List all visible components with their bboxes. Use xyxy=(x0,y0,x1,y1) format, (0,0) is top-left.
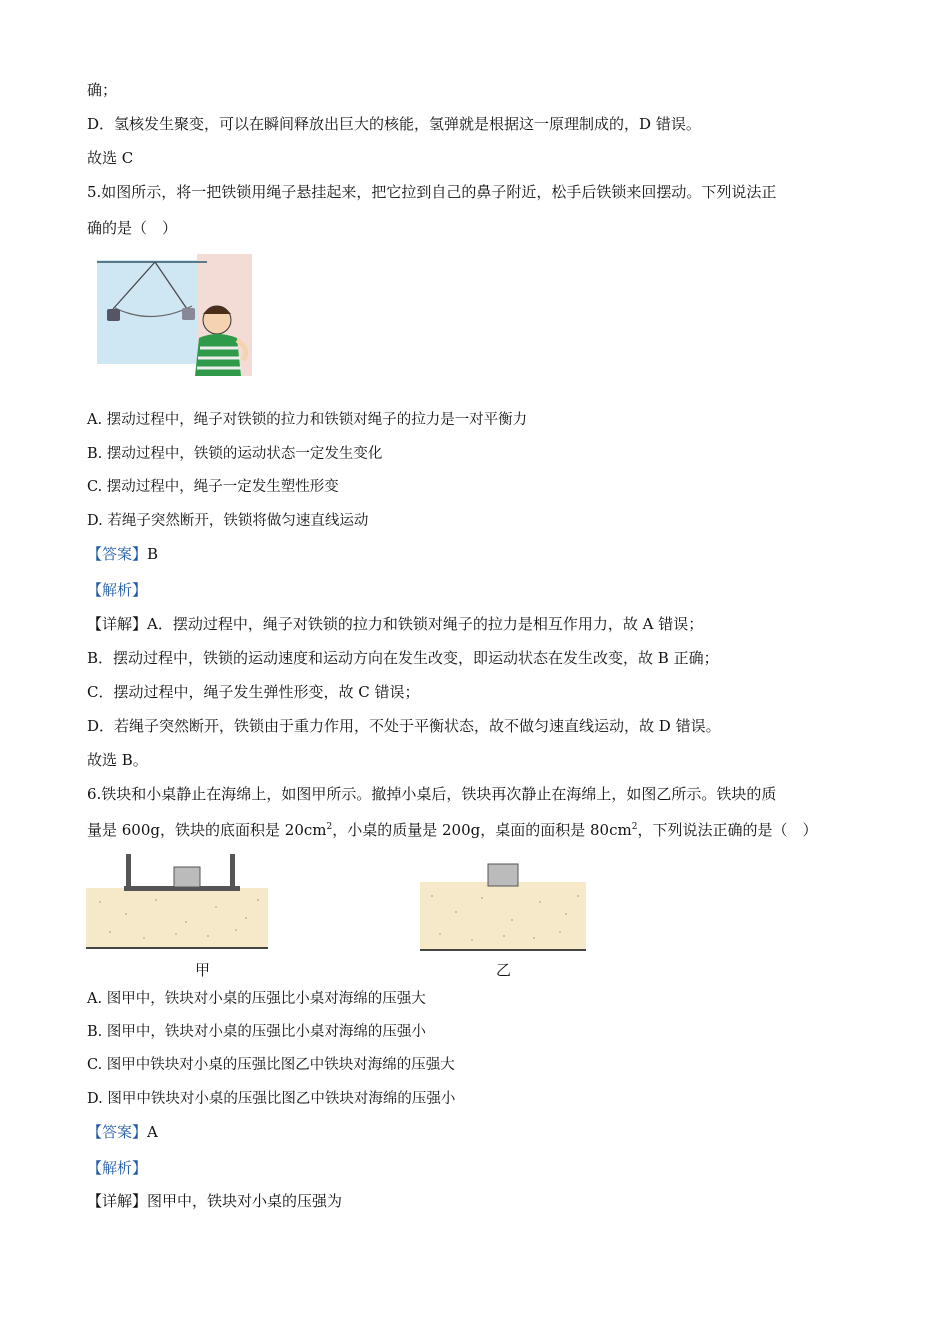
text-line: 确； xyxy=(87,81,118,99)
analysis-tag: 【解析】 xyxy=(87,581,148,599)
detail-line: C．摆动过程中，绳子发生弹性形变，故 C 错误； xyxy=(87,683,420,701)
answer-line xyxy=(87,1122,158,1142)
option-b: B. 图甲中，铁块对小桌的压强比小桌对海绵的压强小 xyxy=(87,1024,426,1040)
option-c: C. 图甲中铁块对小桌的压强比图乙中铁块对海绵的压强大 xyxy=(87,1057,455,1073)
figure-jia-table-on-sponge xyxy=(86,852,270,952)
iron-block xyxy=(174,867,200,887)
analysis-tag: 【解析】 xyxy=(87,1159,148,1177)
question-6-stem: 6.铁块和小桌静止在海绵上，如图甲所示。撤掉小桌后，铁块再次静止在海绵上，如图乙所示。铁块的质 xyxy=(87,785,777,803)
detail-line: D．若绳子突然断开，铁锁由于重力作用，不处于平衡状态，故不做匀速直线运动，故 D 错误。 xyxy=(87,717,721,735)
text-line: 故选 C xyxy=(87,149,134,167)
answer-tag: 【答案】 xyxy=(87,1123,148,1141)
caption-jia: 甲 xyxy=(195,961,211,979)
answer-value: B xyxy=(147,545,159,563)
text-line: D．氢核发生聚变，可以在瞬间释放出巨大的核能，氢弹就是根据这一原理制成的，D 错误。 xyxy=(87,115,701,133)
pendulum-lock-illustration xyxy=(97,254,252,376)
sponge xyxy=(86,888,268,948)
option-d: D. 图甲中铁块对小桌的压强比图乙中铁块对海绵的压强小 xyxy=(87,1091,456,1107)
option-a: A. 图甲中，铁块对小桌的压强比小桌对海绵的压强大 xyxy=(87,991,426,1007)
question-5-stem-cont: 确的是（ ） xyxy=(87,219,178,237)
table-leg-right xyxy=(230,854,235,889)
caption-yi: 乙 xyxy=(496,961,512,979)
boy-shirt xyxy=(195,334,241,376)
answer-tag: 【答案】 xyxy=(87,545,148,563)
lock-left xyxy=(107,309,120,321)
detail-line: 【详解】图甲中，铁块对小桌的压强为 xyxy=(87,1192,343,1210)
option-c: C. 摆动过程中，绳子一定发生塑性形变 xyxy=(87,479,339,495)
sponge xyxy=(420,882,586,950)
conclusion-line: 故选 B。 xyxy=(87,751,148,769)
answer-value: A xyxy=(147,1123,158,1141)
iron-block xyxy=(488,864,518,886)
table-leg-left xyxy=(126,854,131,889)
option-b: B. 摆动过程中，铁锁的运动状态一定发生变化 xyxy=(87,446,383,462)
detail-line: B．摆动过程中，铁锁的运动速度和运动方向在发生改变，即运动状态在发生改变，故 B 正确； xyxy=(87,649,719,667)
option-d: D. 若绳子突然断开，铁锁将做匀速直线运动 xyxy=(87,513,369,529)
question-5-stem: 5.如图所示，将一把铁锁用绳子悬挂起来，把它拉到自己的鼻子附近，松手后铁锁来回摆动。下列说法正 xyxy=(87,183,777,201)
answer-line xyxy=(87,544,158,564)
figure-yi-block-on-sponge xyxy=(420,852,588,952)
detail-line: 【详解】A．摆动过程中，绳子对铁锁的拉力和铁锁对绳子的拉力是相互作用力，故 A 错误； xyxy=(87,615,704,633)
option-a: A. 摆动过程中，绳子对铁锁的拉力和铁锁对绳子的拉力是一对平衡力 xyxy=(87,412,528,428)
lock-right xyxy=(182,308,195,320)
question-6-stem-cont: 量是 600g，铁块的底面积是 $20cm^2$，小桌的质量是 200g，桌面的面积是 $80cm^2$，下列说法正确的是（ ） xyxy=(87,821,818,839)
